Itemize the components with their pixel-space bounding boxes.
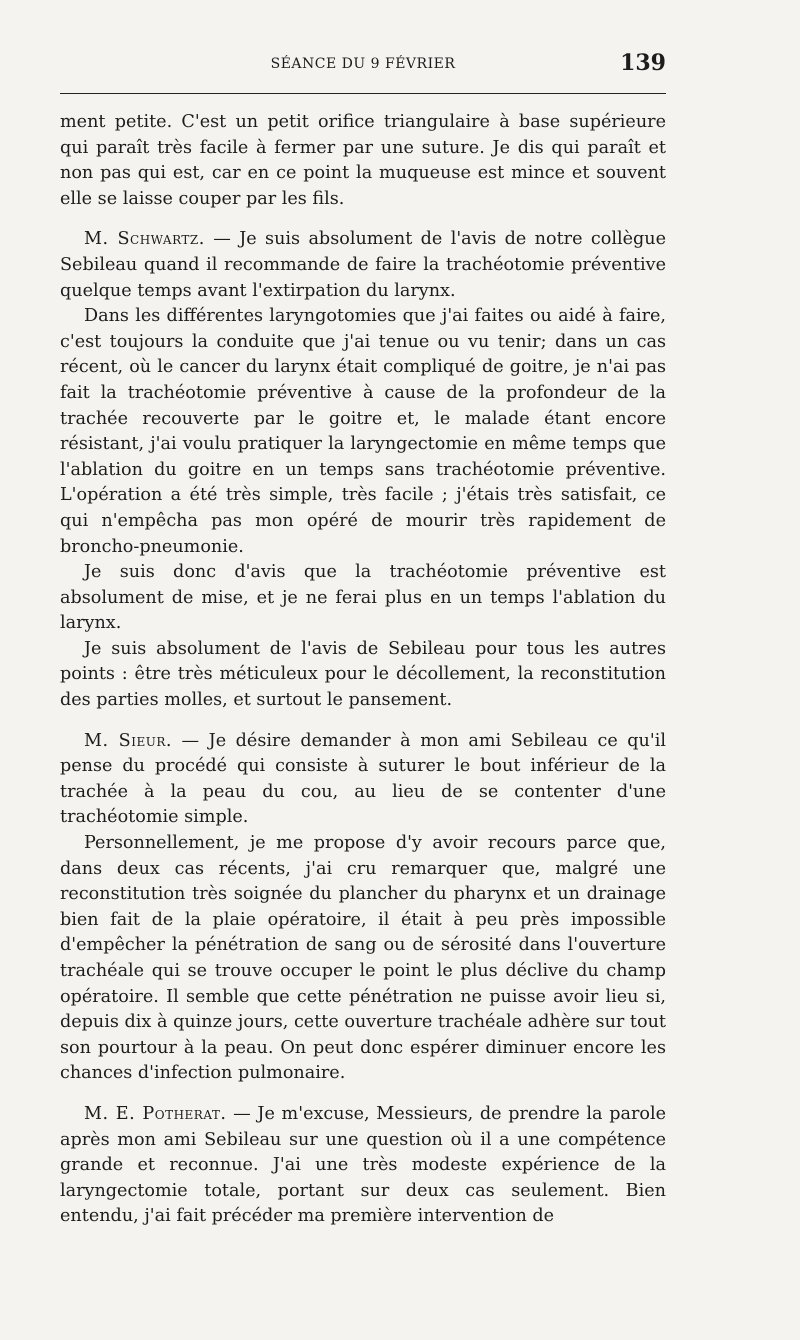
paragraph-potherat (60, 1102, 666, 1230)
paragraph-text: ment petite. C'est un petit orifice triangulaire à base supérieure qui paraît très facile à fermer par une suture. Je dis qui paraît et non pas qui est, car en ce point la muqueuse est mince et souvent elle se laisse couper par les fils. (60, 112, 666, 209)
paragraph-text: Je suis donc d'avis que la trachéotomie préventive est absolument de mise, et je ne ferai plus en un temps l'ablation du larynx. (60, 562, 666, 634)
paragraph-sieur (60, 729, 666, 831)
body-text (60, 110, 666, 1230)
section-gap (60, 714, 666, 729)
paragraph (60, 831, 666, 1087)
paragraph-continuation (60, 110, 666, 212)
running-title: SÉANCE DU 9 FÉVRIER (270, 56, 456, 72)
paragraph-text: Je suis absolument de l'avis de Sebileau pour tous les autres points : être très méticuleux pour le décollement, la reconstitution des parties molles, et surtout le pansement. (60, 638, 666, 711)
paragraph (60, 560, 666, 637)
header-rule (60, 93, 666, 94)
speaker-name: M. Schwartz. (84, 229, 205, 250)
paragraph-text: — Je désire demander à mon ami Sebileau ce qu'il pense du procédé qui consiste à suturer le bout inférieur de la trachée à la peau du cou, au lieu de se contenter d'une trachéotomie simple. (60, 730, 666, 828)
paragraph-text: — Je suis absolument de l'avis de notre collègue Sebileau quand il recommande de faire la trachéotomie préventive quelque temps avant l'extirpation du larynx. (60, 229, 666, 301)
page-number: 139 (620, 50, 666, 76)
paragraph-text: — Je m'excuse, Messieurs, de prendre la parole après mon ami Sebileau sur une question où il a une compétence grande et reconnue. J'ai une très modeste expérience de la laryngectomie totale, portant sur deux cas seulement. Bien entendu, j'ai fait précéder ma première intervention de (60, 1103, 666, 1227)
paragraph (60, 304, 666, 560)
speaker-name: M. Sieur. (84, 730, 172, 751)
paragraph-text: Personnellement, je me propose d'y avoir recours parce que, dans deux cas récents, j'ai cru remarquer que, malgré une reconstitution très soignée du plancher du pharynx et un drainage bien fait de la plaie opératoire, il était à peu près impossible d'empêcher la pénétration de sang ou de sérosité dans l'ouverture trachéale qui se trouve occuper le point le plus déclive du champ opératoire. Il semble que cette pénétration ne puisse avoir lieu si, depuis dix à quinze jours, cette ouverture trachéale adhère sur tout son pourtour à la peau. On peut donc espérer diminuer encore les chances d'infection pulmonaire. (60, 833, 666, 1084)
section-gap (60, 1087, 666, 1102)
speaker-name: M. E. Potherat. (84, 1103, 227, 1124)
paragraph (60, 637, 666, 714)
paragraph-text: Dans les différentes laryngotomies que j'ai faites ou aidé à faire, c'est toujours la conduite que j'ai tenue ou vu tenir; dans un cas récent, où le cancer du larynx était compliqué de goitre, je n'ai pas fait la trachéotomie préventive à cause de la profondeur de la trachée recouverte par le goitre et, le malade étant encore résistant, j'ai voulu pratiquer la laryngectomie en même temps que l'ablation du goitre en un temps sans trachéotomie préventive. L'opération a été très simple, très facile ; j'étais très satisfait, ce qui n'empêcha pas mon opéré de mourir très rapidement de broncho-pneumonie. (60, 306, 666, 557)
paragraph-schwartz (60, 227, 666, 304)
running-head (60, 50, 666, 80)
section-gap (60, 212, 666, 227)
